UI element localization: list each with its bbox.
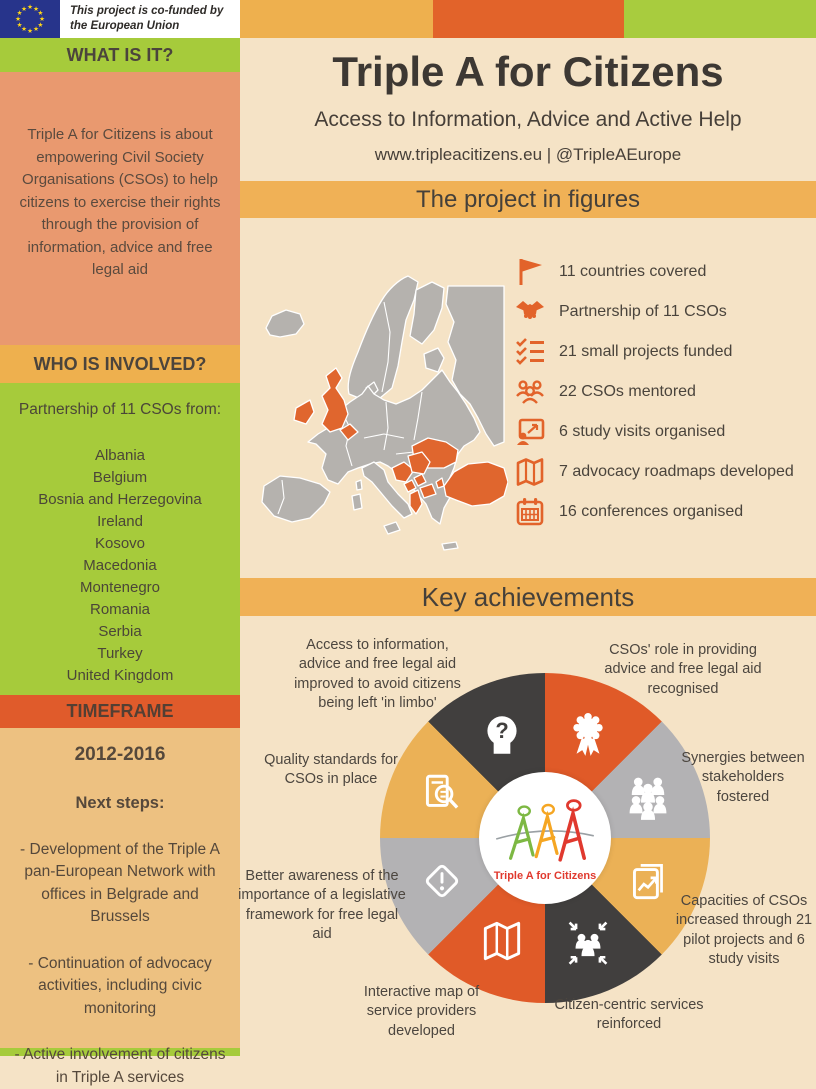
calendar-icon xyxy=(514,496,546,528)
figure-label: 6 study visits organised xyxy=(559,423,726,440)
page-title: Triple A for Citizens xyxy=(332,48,724,95)
figure-label: Partnership of 11 CSOs xyxy=(559,303,727,320)
eu-star-icon: ★ xyxy=(27,28,33,35)
achievement-label-right-lower: Capacities of CSOs increased through 21 pilot projects and 6 study visits xyxy=(675,893,813,967)
country-item: Kosovo xyxy=(94,535,146,552)
eu-star-icon: ★ xyxy=(27,4,33,11)
achievement-label-top-right: CSOs' role in providing advice and free legal aid recognised xyxy=(604,642,762,697)
svg-text:?: ? xyxy=(495,718,509,744)
folded-map-icon xyxy=(474,913,530,969)
achievement-label-bottom-right: Citizen-centric services reinforced xyxy=(554,997,704,1033)
country-item: Bosnia and Herzegovina xyxy=(38,491,202,508)
achievement-label-right-upper: Synergies between stakeholders fostered xyxy=(681,750,805,805)
report-chart-icon xyxy=(620,853,676,909)
next-step-item: - Development of the Triple A pan-European Network with offices in Belgrade and Brussels xyxy=(20,841,220,926)
achievement-label-bottom-left: Interactive map of service providers developed xyxy=(363,984,480,1039)
country-item: Ireland xyxy=(97,513,143,530)
strip-yellow-block xyxy=(240,0,433,38)
timeframe-heading: TIMEFRAME xyxy=(0,695,240,728)
page-subtitle: Access to Information, Advice and Active Help xyxy=(314,108,742,131)
figure-item xyxy=(514,252,814,292)
top-color-strip xyxy=(240,0,816,38)
achievement-label-left-lower: Better awareness of the importance of a legislative framework for free legal aid xyxy=(238,868,406,942)
achievement-label-left-upper: Quality standards for CSOs in place xyxy=(264,752,398,788)
eu-star-icon: ★ xyxy=(33,26,39,34)
triple-a-logo-graphic xyxy=(493,794,597,868)
checklist-icon xyxy=(514,336,546,368)
what-is-it-body: Triple A for Citizens is about empowering Civil Society Organisations (CSOs) to help citizens to exercise their rights through the provision of information, advice and free legal aid xyxy=(19,126,221,278)
europe-map-graphic xyxy=(246,242,508,560)
figure-item xyxy=(514,292,814,332)
timeframe-section xyxy=(0,728,240,1086)
eu-star-icon: ★ xyxy=(15,16,21,23)
figure-label: 16 conferences organised xyxy=(559,503,744,520)
achievements-section-heading: Key achievements xyxy=(240,578,816,616)
country-item: Montenegro xyxy=(79,579,161,596)
triple-a-logo xyxy=(479,772,611,904)
figure-item xyxy=(514,412,814,452)
handshake-icon xyxy=(514,296,546,328)
figure-label: 21 small projects funded xyxy=(559,343,733,360)
people-converge-icon xyxy=(560,913,616,969)
who-is-involved-heading: WHO IS INVOLVED? xyxy=(0,345,240,383)
document-search-icon xyxy=(414,767,470,823)
country-item: Romania xyxy=(89,601,151,618)
what-is-it-heading: WHAT IS IT? xyxy=(0,38,240,72)
presentation-icon xyxy=(514,416,546,448)
strip-orange-block xyxy=(433,0,624,38)
sidebar xyxy=(0,0,240,1086)
country-item: Turkey xyxy=(97,645,143,662)
flag-icon xyxy=(514,256,546,288)
achievement-label-top-left: Access to information, advice and free legal aid improved to avoid citizens being left 'in limbo' xyxy=(294,637,461,711)
next-step-item: - Active involvement of citizens in Triple A services xyxy=(14,1046,226,1086)
eu-star-icon: ★ xyxy=(16,10,23,17)
country-item: Belgium xyxy=(92,469,148,486)
europe-map xyxy=(246,242,508,560)
country-item: Macedonia xyxy=(83,557,157,574)
next-steps-label: Next steps: xyxy=(75,794,165,812)
eu-star-icon: ★ xyxy=(21,5,27,13)
figure-item xyxy=(514,492,814,532)
country-item: United Kingdom xyxy=(66,667,174,684)
eu-star-icon: ★ xyxy=(21,26,27,34)
eu-star-icon: ★ xyxy=(33,5,39,13)
people-icon xyxy=(514,376,546,408)
folded-map-icon xyxy=(514,456,546,488)
country-item: Albania xyxy=(94,447,146,464)
figure-label: 11 countries covered xyxy=(559,263,707,280)
figure-label: 22 CSOs mentored xyxy=(559,383,696,400)
figures-section-heading: The project in figures xyxy=(240,181,816,218)
stakeholders-icon xyxy=(620,767,676,823)
eu-star-icon: ★ xyxy=(37,22,44,29)
what-is-it-section xyxy=(0,72,240,345)
head-question-icon xyxy=(474,707,530,763)
figure-item xyxy=(514,452,814,492)
figures-list xyxy=(514,252,814,532)
figure-label: 7 advocacy roadmaps developed xyxy=(559,463,794,480)
award-icon xyxy=(560,707,616,763)
alert-diamond-icon xyxy=(414,853,470,909)
who-is-involved-section xyxy=(0,383,240,695)
partnership-intro: Partnership of 11 CSOs from: xyxy=(18,401,222,418)
eu-star-icon: ★ xyxy=(39,16,45,23)
logo-caption: Triple A for Citizens xyxy=(493,870,597,882)
eu-funding-text: This project is co-funded by the European Union xyxy=(70,5,224,32)
strip-green-block xyxy=(624,0,816,38)
figure-item xyxy=(514,372,814,412)
eu-flag-icon xyxy=(0,0,60,38)
timeframe-period: 2012-2016 xyxy=(74,744,166,765)
figure-item xyxy=(514,332,814,372)
eu-star-icon: ★ xyxy=(37,10,44,17)
eu-star-icon: ★ xyxy=(16,22,23,29)
website-handle-text: www.tripleacitizens.eu | @TripleAEurope xyxy=(374,145,682,164)
eu-funding-banner xyxy=(0,0,240,38)
country-item: Serbia xyxy=(98,623,142,640)
next-step-item: - Continuation of advocacy activities, including civic monitoring xyxy=(28,954,212,1017)
